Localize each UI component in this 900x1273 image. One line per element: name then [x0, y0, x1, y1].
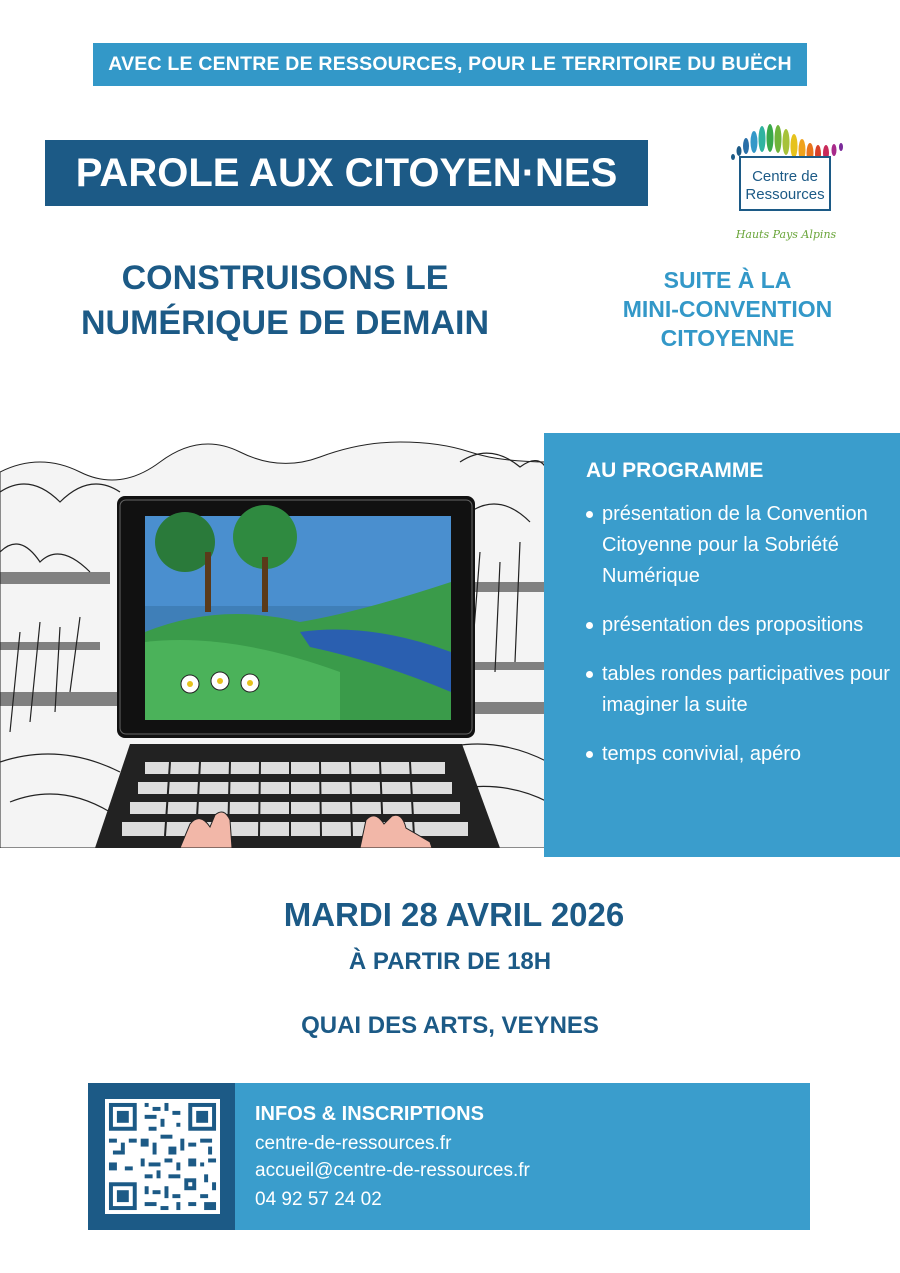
info-panel [88, 1083, 810, 1230]
list-item: temps convivial, apéro [602, 739, 892, 770]
top-banner: AVEC LE CENTRE DE RESSOURCES, POUR LE TERRITOIRE DU BUËCH [93, 43, 807, 86]
subtitle-line-1: CONSTRUISONS LE [121, 259, 449, 297]
event-date: MARDI 28 AVRIL 2026 [283, 896, 625, 933]
programme-list [602, 499, 892, 788]
centre-de-ressources-logo [725, 120, 855, 245]
event-time: À PARTIR DE 18H [348, 948, 552, 975]
suite-line-2: MINI-CONVENTION [622, 296, 833, 322]
programme-title: AU PROGRAMME [586, 459, 764, 482]
logo-text-line-2: Ressources [745, 186, 825, 203]
email-link[interactable]: accueil@centre-de-ressources.fr [255, 1160, 530, 1181]
qr-panel [88, 1083, 235, 1230]
website-link[interactable]: centre-de-ressources.fr [255, 1133, 452, 1154]
logo-text-line-1: Centre de [752, 168, 818, 185]
subtitle [40, 256, 530, 346]
page-title: PAROLE AUX CITOYEN·NES [45, 140, 648, 206]
programme-panel [544, 433, 900, 857]
list-item: présentation de la Convention Citoyenne pour la Sobriété Numérique [602, 499, 892, 592]
qr-code-icon[interactable] [105, 1099, 220, 1214]
logo-tagline: Hauts Pays Alpins [735, 228, 837, 241]
suite-line-3: CITOYENNE [660, 325, 795, 351]
event-place: QUAI DES ARTS, VEYNES [301, 1012, 599, 1039]
phone-number[interactable]: 04 92 57 24 02 [255, 1189, 382, 1210]
list-item: tables rondes participatives pour imaginer la suite [602, 659, 892, 721]
suite-note [595, 266, 860, 353]
suite-line-1: SUITE À LA [663, 267, 792, 293]
subtitle-line-2: NUMÉRIQUE DE DEMAIN [80, 304, 490, 342]
list-item: présentation des propositions [602, 610, 892, 641]
info-title: INFOS & INSCRIPTIONS [255, 1103, 484, 1125]
laptop-landscape-illustration [0, 432, 548, 848]
